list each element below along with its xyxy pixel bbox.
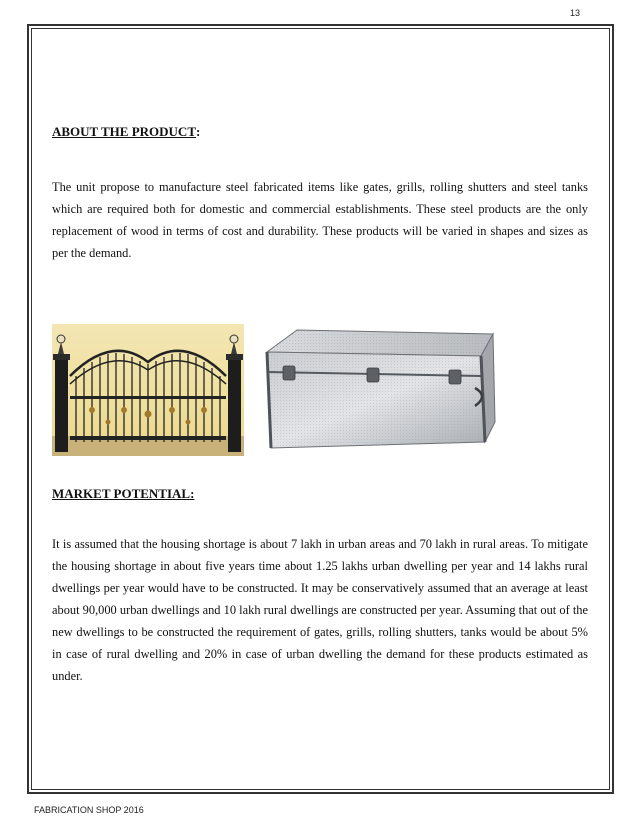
market-potential-heading: MARKET POTENTIAL: — [52, 486, 195, 501]
market-potential-paragraph: It is assumed that the housing shortage is about 7 lakh in urban areas and 70 lakh in rural areas. To mitigate the housing shortage in about five years time about 1.25 lakhs urban dwelling per year and 14 lakhs rural dwellings per year would have to be constructed. It may be conservatively assumed that an average at least about 90,000 urban dwellings and 10 lakh rural dwellings are constructed per year. Assuming that out of the new dwellings to be constructed the requirement of gates, grills, rolling shutters, tanks would be about 5% in case of rural dwelling and 20% in case of urban dwelling the demand for these products estimated as under. — [52, 537, 588, 683]
steel-gate-image — [52, 324, 244, 456]
about-product-heading-colon: : — [196, 124, 201, 139]
steel-trunk-image — [249, 324, 501, 456]
about-product-heading — [52, 124, 200, 140]
footer-text: FABRICATION SHOP 2016 — [34, 805, 144, 815]
about-product-heading-text: ABOUT THE PRODUCT — [52, 124, 196, 139]
page-number: 13 — [569, 8, 580, 18]
about-product-paragraph: The unit propose to manufacture steel fabricated items like gates, grills, rolling shutters and steel tanks which are required both for domestic and commercial establishments. These steel products are the only replacement of wood in terms of cost and durability. These products will be varied in shapes and sizes as per the demand. — [52, 180, 588, 260]
product-images — [52, 324, 588, 456]
